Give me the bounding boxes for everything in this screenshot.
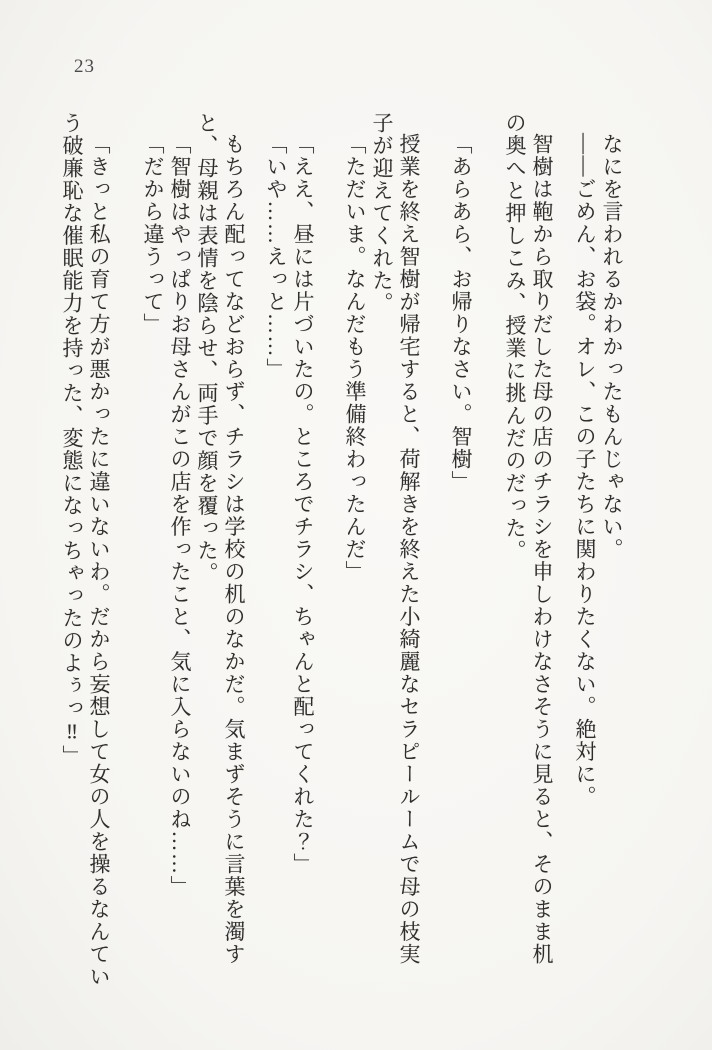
text-line: 智樹は鞄から取りだした母の店のチラシを申しわけなさそうに見ると、そのまま机 — [530, 133, 554, 966]
text-line: もちろん配ってなどおらず、チラシは学校の机のなかだ。気まずそうに言葉を濁す — [222, 133, 246, 966]
text-line: 「きっと私の育て方が悪かったに違いないわ。だから妄想して女の人を操るなんてい — [87, 133, 111, 988]
text-line: 「智樹はやっぱりお母さんがこの店を作ったこと、気に入らないのね……」 — [168, 133, 192, 898]
paragraph — [262, 112, 289, 968]
paragraph — [501, 112, 555, 968]
paragraph — [368, 112, 422, 968]
paragraph — [598, 112, 625, 968]
text-line: 「いや……えっと……」 — [264, 133, 288, 381]
paragraph — [341, 112, 368, 968]
paragraph — [139, 112, 166, 968]
text-line: 「あらあら、お帰りなさい。智樹」 — [449, 133, 473, 493]
text-block — [58, 112, 625, 988]
text-line: 授業を終え智樹が帰宅すると、荷解きを終えた小綺麗なセラピールームで母の枝実 — [397, 133, 421, 966]
text-line: 「だから違うって」 — [141, 133, 165, 336]
text-line: 子が迎えてくれた。 — [370, 112, 394, 315]
text-line: と、母親は表情を陰らせ、両手で顔を覆った。 — [195, 112, 219, 585]
text-line: 「ただいま。なんだもう準備終わったんだ」 — [343, 133, 367, 583]
page-number: 23 — [74, 56, 95, 77]
paragraph — [58, 112, 112, 988]
paragraph — [289, 112, 316, 968]
text-line: 「ええ、昼には片づいたの。ところでチラシ、ちゃんと配ってくれた？」 — [291, 133, 315, 876]
text-line: う破廉恥な催眠能力を持った、変態になっちゃったのよぅっ‼」 — [60, 112, 84, 768]
text-line: の奥へと押しこみ、授業に挑んだのだった。 — [503, 112, 527, 562]
paragraph — [166, 112, 193, 968]
paragraph — [447, 112, 474, 968]
text-line: なにを言われるかわかったもんじゃない。 — [600, 133, 624, 561]
paragraph — [193, 112, 247, 968]
paragraph — [571, 112, 598, 968]
text-line: ――ごめん、お袋。オレ、この子たちに関わりたくない。絶対に。 — [573, 133, 597, 808]
